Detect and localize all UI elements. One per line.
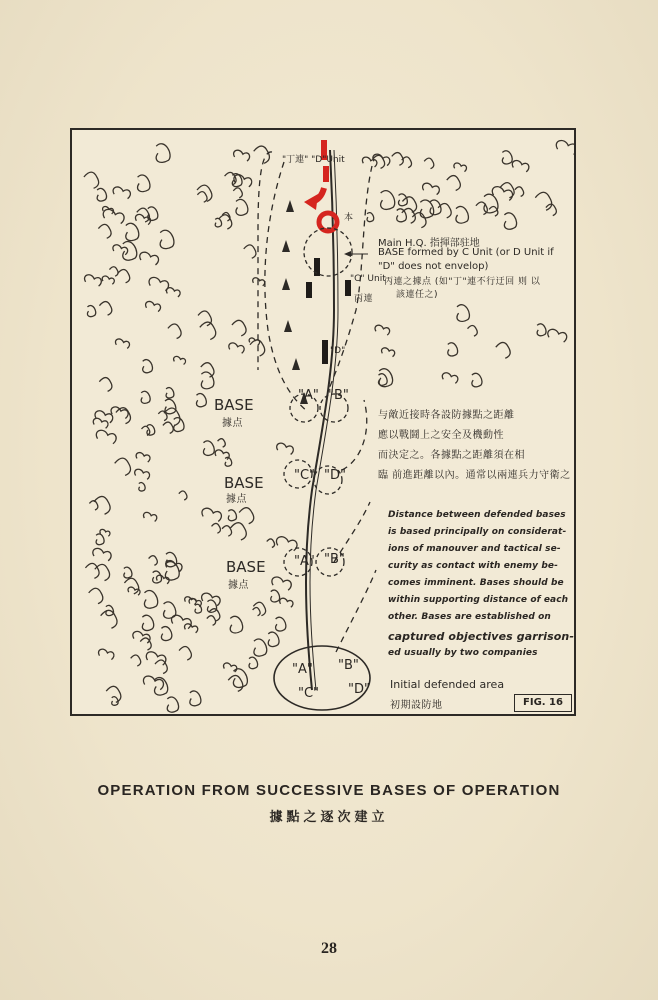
vegetation-squiggle: [124, 578, 138, 594]
vegetation-squiggle: [201, 363, 214, 377]
note-line-9: ed usually by two companies: [388, 648, 538, 658]
figure-caption-cjk: 據點之逐次建立: [269, 810, 389, 825]
vegetation-squiggle: [99, 649, 114, 659]
vegetation-squiggle: [158, 411, 167, 421]
vegetation-squiggle: [93, 548, 111, 560]
vegetation-squiggle: [161, 627, 171, 641]
vegetation-squiggle: [149, 277, 169, 290]
vegetation-squiggle: [131, 655, 141, 666]
vegetation-squiggle: [202, 508, 221, 521]
vegetation-squiggle: [448, 343, 458, 356]
vegetation-squiggle: [472, 373, 482, 386]
vegetation-squiggle: [229, 343, 244, 353]
c-unit-bing: 丙連: [354, 294, 374, 304]
unit-d-2: "D": [324, 468, 346, 483]
unit-d-init: "D": [348, 682, 370, 697]
vegetation-squiggle: [277, 443, 294, 454]
vegetation-squiggle: [231, 523, 247, 540]
vegetation-squiggle: [280, 598, 293, 607]
vegetation-squiggle: [87, 306, 95, 317]
vegetation-squiggle: [484, 194, 498, 213]
note-cjk-2: 應以戰鬪上之安全及機動性: [378, 430, 504, 441]
base-cjk-1: 據点: [222, 418, 243, 429]
vegetation-squiggle: [397, 209, 407, 222]
vegetation-squiggle: [496, 342, 510, 358]
vegetation-squiggle: [142, 615, 153, 630]
terrain-diagram: [72, 130, 574, 714]
vegetation-squiggle: [165, 399, 176, 414]
note-line-3: ions of manouver and tactical se-: [388, 544, 561, 554]
vegetation-squiggle: [118, 270, 130, 283]
vegetation-squiggle: [112, 697, 118, 706]
vegetation-squiggle: [139, 482, 145, 490]
initial-defended-area-outline: [274, 646, 370, 710]
enveloping-path-b2: [336, 570, 376, 652]
vegetation-squiggle: [89, 501, 97, 510]
note-line-4: curity as contact with enemy be-: [388, 561, 558, 571]
vegetation-squiggle: [234, 150, 250, 161]
vegetation-squiggle: [253, 607, 261, 615]
vegetation-squiggle: [254, 146, 270, 163]
vegetation-squiggle: [96, 534, 104, 545]
vegetation-squiggle: [172, 615, 192, 628]
base-cjk-2: 據点: [226, 494, 247, 505]
vegetation-squiggle: [392, 153, 404, 166]
c-unit-label: "C" Unit: [350, 274, 386, 284]
vegetation-squiggle: [138, 175, 150, 192]
vegetation-squiggle: [113, 187, 130, 199]
vegetation-squiggle: [381, 191, 395, 210]
vegetation-squiggle: [468, 325, 478, 336]
vegetation-squiggle: [144, 591, 157, 609]
initial-defended-area-cjk: 初期設防地: [390, 700, 443, 711]
vegetation-squiggle: [94, 496, 110, 514]
vegetation-squiggle: [207, 616, 216, 626]
vegetation-squiggle: [267, 539, 275, 548]
vegetation-squiggle: [215, 218, 221, 227]
vegetation-squiggle: [96, 430, 116, 443]
vegetation-squiggle: [115, 458, 131, 475]
vegetation-squiggle: [276, 537, 297, 551]
vegetation-squiggle: [98, 224, 111, 238]
note-cjk-4: 臨 前進距離以內。通常以兩連兵力守衛之: [378, 470, 571, 481]
vegetation-squiggle: [218, 439, 226, 447]
base-label-3: BASE: [226, 558, 266, 576]
vegetation-squiggle: [382, 348, 395, 357]
note-cjk-3: 而決定之。各據點之距離須在相: [378, 450, 525, 461]
note-line-7: other. Bases are established on: [388, 612, 551, 622]
vegetation-squiggle: [201, 372, 214, 389]
unit-b-1: "B": [328, 388, 349, 403]
vegetation-squiggle: [423, 183, 440, 194]
vegetation-squiggle: [502, 151, 512, 164]
vegetation-squiggle: [174, 356, 186, 364]
vegetation-squiggle: [113, 245, 128, 255]
vegetation-squiggle: [99, 302, 111, 316]
vegetation-squiggle: [232, 320, 246, 336]
base-formed-label: BASE formed by C Unit (or D Unit if: [378, 247, 554, 258]
vegetation-squiggle: [367, 213, 374, 222]
vegetation-squiggle: [123, 242, 137, 261]
vegetation-squiggle: [179, 491, 187, 500]
c-unit-cjk-label: 丙連之據点 (如"丁"連不行迂回 则 以: [384, 277, 541, 287]
vegetation-squiggle: [253, 278, 265, 286]
red-arrow-head: [304, 194, 318, 210]
vegetation-squiggle: [515, 187, 524, 197]
vegetation-squiggle: [141, 391, 150, 403]
unit-d-top: "D": [330, 346, 346, 356]
vegetation-squiggle: [268, 632, 279, 646]
vegetation-squiggle: [84, 172, 99, 188]
vegetation-squiggle: [167, 697, 178, 712]
note-line-2: is based principally on considerat-: [388, 527, 567, 537]
vegetation-squiggle: [143, 360, 153, 373]
vegetation-squiggle: [89, 588, 103, 603]
vegetation-squiggle: [97, 188, 106, 201]
vegetation-squiggle: [438, 203, 451, 217]
figure-caption: OPERATION FROM SUCCESSIVE BASES OF OPERATION: [97, 782, 561, 799]
note-line-8: captured objectives garrison-: [388, 630, 575, 643]
vegetation-squiggle: [163, 422, 173, 433]
vegetation-squiggle: [254, 639, 267, 656]
enveloping-path-d: [342, 400, 367, 470]
vegetation-squiggle: [146, 301, 161, 311]
vegetation-squiggle: [197, 192, 207, 203]
vegetation-squiggle: [109, 267, 118, 276]
vegetation-squiggle: [166, 388, 174, 398]
vegetation-squiggle: [207, 600, 216, 612]
vegetation-squiggle: [430, 200, 441, 215]
vegetation-squiggle: [236, 199, 248, 215]
vegetation-squiggle: [239, 508, 254, 524]
vegetation-squiggle: [250, 340, 265, 356]
vegetation-squiggle: [442, 373, 458, 384]
vegetation-squiggle: [168, 324, 181, 339]
vegetation-squiggle: [424, 158, 434, 169]
vegetation-squiggle: [556, 140, 574, 154]
base-label-1: BASE: [214, 396, 254, 414]
unit-b-3: "B": [324, 552, 345, 567]
vegetation-squiggle: [85, 275, 102, 286]
vegetation-squiggle: [147, 425, 155, 435]
vegetation-squiggle: [102, 276, 114, 284]
note-cjk-1: 与敵近接時各設防據點之距離: [378, 410, 515, 421]
vegetation-squiggle: [457, 305, 470, 322]
unit-c-2: "C": [294, 468, 316, 483]
vegetation-squiggle: [203, 441, 214, 455]
vegetation-squiggle: [143, 512, 156, 521]
vegetation-squiggle: [126, 223, 139, 240]
vegetation-squiggle: [166, 552, 177, 566]
vegetation-squiggle: [160, 230, 174, 248]
main-hq-route-red: [312, 140, 326, 202]
unit-c-init: "C": [298, 686, 320, 701]
vegetation-squiggle: [212, 523, 221, 533]
vegetation-squiggle: [228, 675, 243, 691]
unit-a-3: "A": [294, 554, 315, 569]
vegetation-squiggle: [233, 188, 242, 198]
initial-defended-area-label: Initial defended area: [390, 678, 505, 691]
vegetation-squiggle: [124, 567, 132, 578]
vegetation-squiggle: [93, 418, 108, 428]
vegetation-squiggle: [420, 200, 433, 218]
vegetation-squiggle: [140, 252, 159, 265]
vegetation-squiggle: [215, 450, 229, 460]
vegetation-squiggle: [375, 325, 390, 335]
vegetation-squiggle: [249, 657, 258, 668]
main-hq-label: Main H.Q. 指揮部驻地: [378, 238, 480, 249]
vegetation-squiggle: [222, 526, 232, 536]
note-line-1: Distance between defended bases: [388, 510, 566, 520]
vegetation-squiggle: [504, 213, 516, 229]
vegetation-squiggle: [196, 394, 206, 407]
vegetation-squiggle: [142, 426, 150, 435]
vegetation-squiggle: [230, 616, 242, 633]
vegetation-squiggle: [244, 245, 256, 258]
envelop-label: "D" does not envelop): [378, 261, 489, 272]
vegetation-squiggle: [548, 329, 567, 342]
vegetation-squiggle: [271, 590, 280, 602]
vegetation-squiggle: [535, 192, 551, 210]
vegetation-squiggle: [156, 144, 170, 163]
vegetation-squiggle: [185, 597, 197, 605]
vegetation-squiggle: [362, 157, 377, 167]
vegetation-squiggle: [190, 691, 201, 706]
vegetation-squiggle: [133, 631, 150, 643]
hq-cjk-mark: 本: [344, 213, 354, 223]
vegetation-squiggle: [272, 577, 291, 590]
vegetation-squiggle: [166, 288, 180, 297]
vegetation-squiggle: [99, 378, 112, 392]
note-line-5: comes imminent. Bases should be: [388, 578, 564, 588]
page-number: 28: [321, 940, 337, 957]
vegetation-squiggle: [454, 163, 467, 172]
vegetation-squiggle: [115, 339, 129, 349]
base-cjk-3: 據点: [228, 580, 249, 591]
vegetation-squiggle: [136, 453, 150, 462]
figure-number: FIG. 16: [514, 694, 572, 712]
advance-arrows: [282, 200, 308, 404]
c-unit-cjk-label-2: 該連任之): [396, 290, 439, 300]
vegetation-squiggle: [537, 324, 546, 336]
unit-a-1: "A": [298, 388, 319, 403]
vegetation-squiggle: [398, 194, 407, 206]
vegetation-squiggle: [276, 617, 286, 631]
unit-b-init: "B": [338, 658, 359, 673]
vegetation-squiggle: [179, 647, 191, 661]
vegetation-squiggle: [149, 556, 158, 566]
vegetation-squiggle: [135, 469, 150, 479]
vegetation-squiggle: [85, 563, 99, 578]
note-line-6: within supporting distance of each: [388, 595, 569, 605]
unit-label-t-d: "丁連" "D"Unit: [282, 155, 345, 165]
unit-a-init: "A": [292, 662, 313, 677]
vegetation-squiggle: [447, 176, 461, 191]
vegetation-squiggle: [101, 610, 117, 628]
vegetation-squiggle: [456, 206, 469, 223]
figure-frame: [70, 128, 576, 716]
base-label-2: BASE: [224, 474, 264, 492]
vegetation-squiggle: [228, 510, 236, 521]
vegetation-squiggle: [512, 161, 529, 172]
vegetation-squiggle: [106, 686, 121, 702]
